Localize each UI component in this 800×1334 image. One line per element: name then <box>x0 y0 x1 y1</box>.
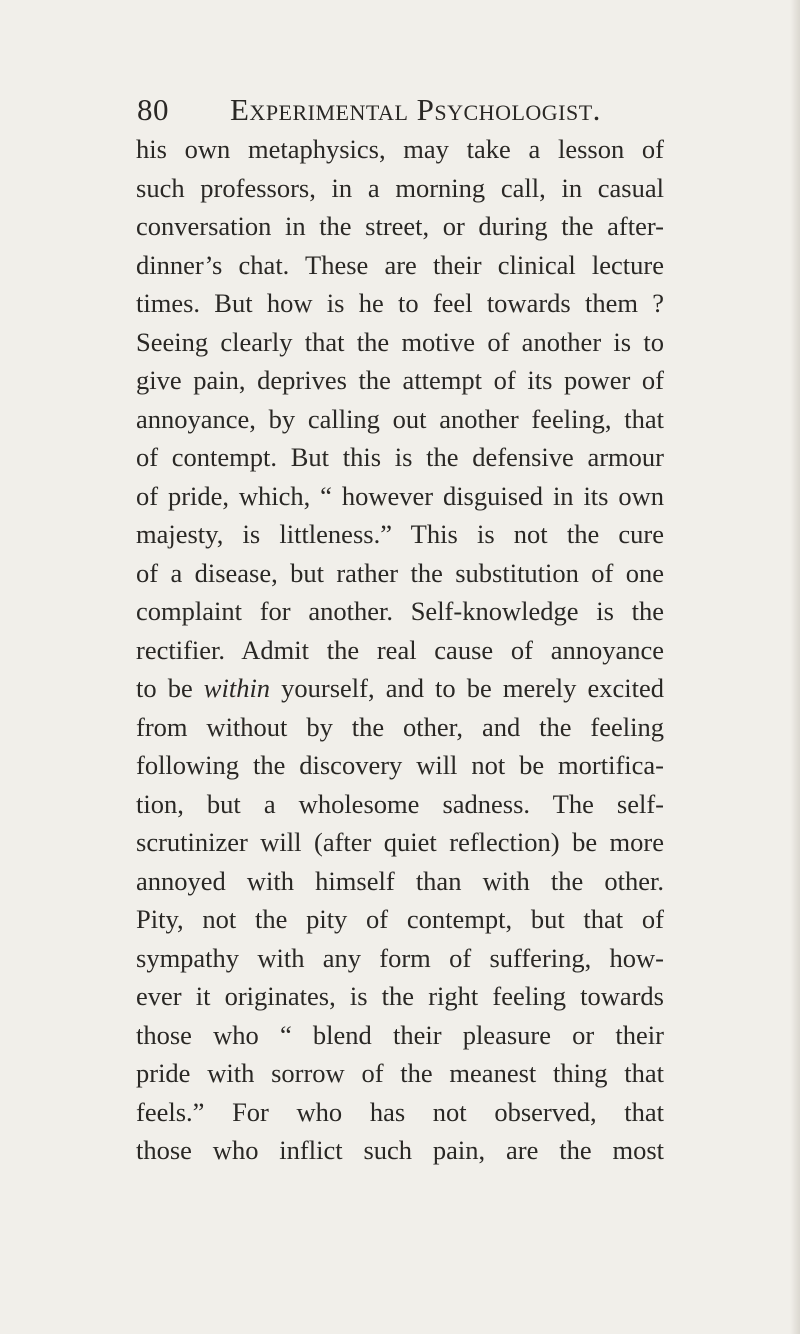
text-line: dinner’s chat. These are their clinical lecture <box>136 249 664 280</box>
text-line: feels.” For who has not observed, that <box>136 1096 664 1127</box>
text-line: pride with sorrow of the meanest thing that <box>136 1058 664 1088</box>
text-line: those who “ blend their pleasure or their <box>136 1019 664 1050</box>
text-line: tion, but a wholesome sadness. The self- <box>136 788 664 819</box>
text-line: following the discovery will not be mortifica- <box>136 750 664 780</box>
text-line: conversation in the street, or during the after- <box>136 211 664 241</box>
text-line: annoyance, by calling out another feeling, that <box>136 403 664 434</box>
page-edge-shadow <box>790 0 800 1334</box>
text-line: those who inflict such pain, are the most <box>136 1135 664 1165</box>
text-line: ever it originates, is the right feeling towards <box>136 981 664 1011</box>
text-run: yourself, and to be merely excited <box>270 673 664 703</box>
text-line: of contempt. But this is the defensive armour <box>136 442 664 472</box>
text-line: Pity, not the pity of contempt, but that of <box>136 904 664 934</box>
text-line: times. But how is he to feel towards them ? <box>136 288 664 318</box>
text-line: Seeing clearly that the motive of another is to <box>136 326 664 357</box>
text-line: annoyed with himself than with the other. <box>136 865 664 896</box>
text-line: sympathy with any form of suffering, how- <box>136 942 664 973</box>
page-header <box>137 90 637 130</box>
text-line: his own metaphysics, may take a lesson of <box>136 134 664 164</box>
text-line: majesty, is littleness.” This is not the cure <box>136 519 664 549</box>
text-run: to be <box>136 673 204 703</box>
text-line: of pride, which, “ however disguised in its own <box>136 480 664 511</box>
text-line: from without by the other, and the feeling <box>136 711 664 742</box>
text-line: such professors, in a morning call, in casual <box>136 172 664 203</box>
running-head: Experimental Psychologist. <box>230 92 601 127</box>
page-number: 80 <box>137 92 169 127</box>
text-line: complaint for another. Self-knowledge is the <box>136 596 664 626</box>
text-line: give pain, deprives the attempt of its power of <box>136 365 664 395</box>
text-line: scrutinizer will (after quiet reflection) be more <box>136 827 664 857</box>
text-line: of a disease, but rather the substitution of one <box>136 557 664 588</box>
text-line <box>136 669 664 708</box>
text-line: rectifier. Admit the real cause of annoyance <box>136 634 664 665</box>
body-text <box>136 130 664 1170</box>
emphasized-word: within <box>203 673 271 703</box>
